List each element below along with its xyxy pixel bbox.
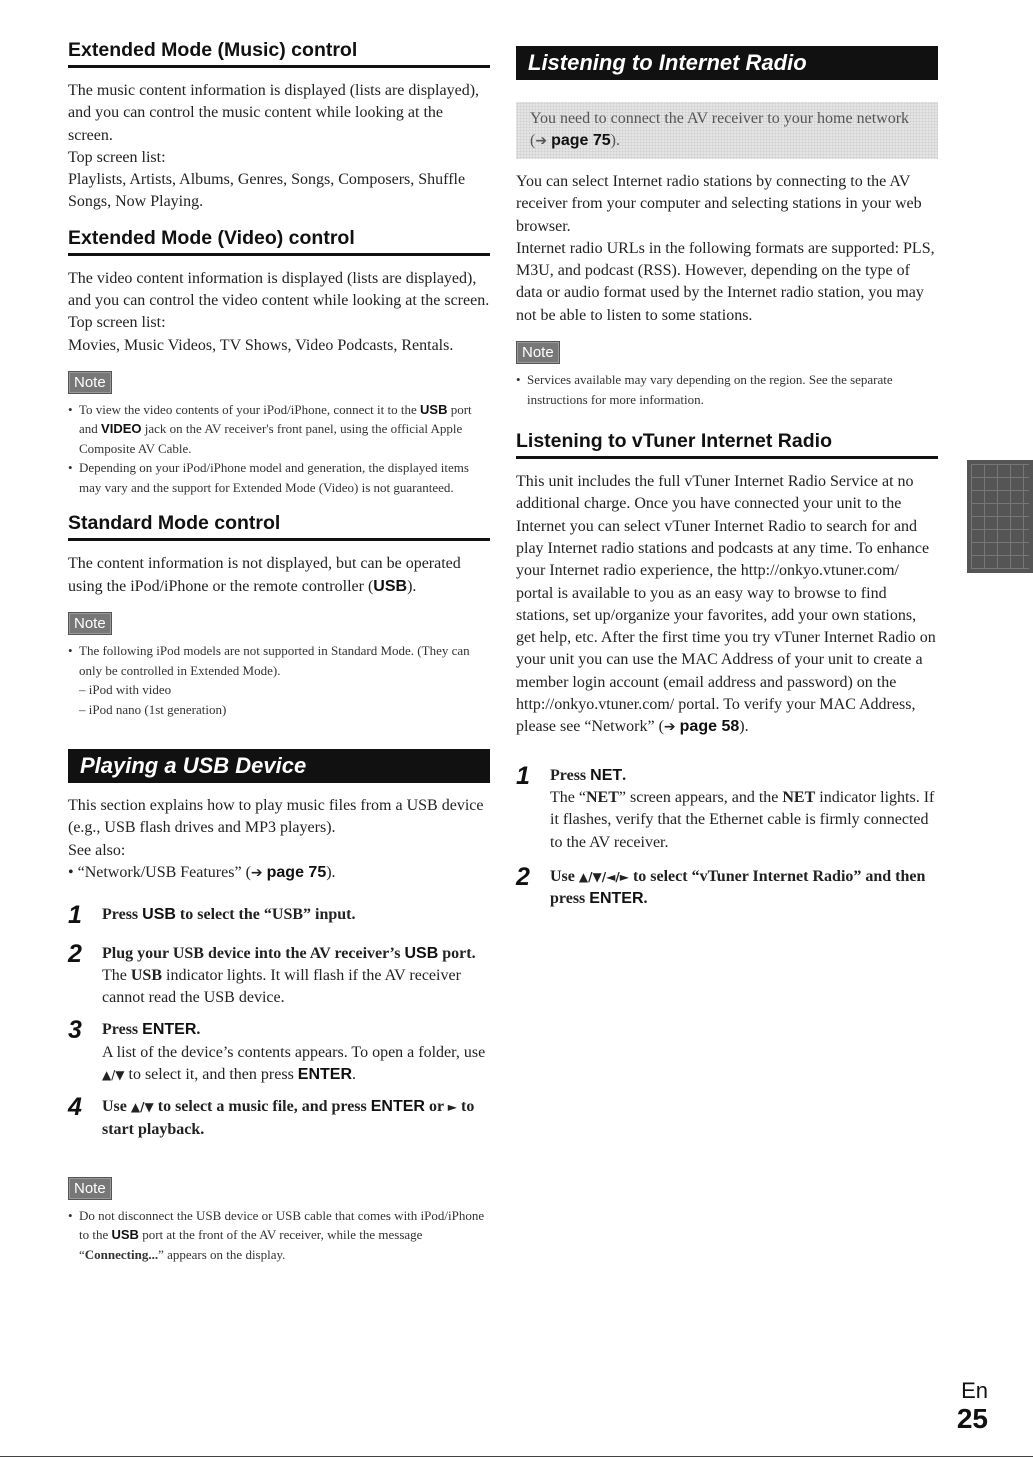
arrow-right-icon: ➔ (250, 864, 263, 881)
note-item: • Depending on your iPod/iPhone model and generation, the displayed items may vary and the support for Extended Mode (Video) is not guaranteed. (68, 458, 490, 497)
page-number: 25 (956, 1403, 988, 1434)
page-link: page 75 (551, 132, 611, 149)
page-link: page 58 (679, 718, 740, 736)
video-notes (68, 400, 490, 498)
language-code: En (961, 1378, 988, 1403)
standard-notes (68, 641, 490, 719)
usb-notes (68, 1206, 490, 1265)
note-badge: Note (68, 371, 112, 394)
section-heading-standard: Standard Mode control (68, 511, 490, 541)
note-item: • Do not disconnect the USB device or USB cable that comes with iPod/iPhone to the USB port at the front of the AV receiver, while the message “Connecting...” appears on the display. (68, 1206, 490, 1265)
video-top-list: Movies, Music Videos, TV Shows, Video Podcasts, Rentals. (68, 336, 454, 354)
music-top-list: Playlists, Artists, Albums, Genres, Songs, Composers, Shuffle Songs, Now Playing. (68, 171, 466, 211)
see-also-item: • “Network/USB Features” (➔ page 75). (68, 863, 336, 881)
arrow-right-icon: ➔ (535, 133, 548, 149)
usb-step-3: 3 Press ENTER. A list of the device’s contents appears. To open a folder, use ▲/▼ to select it, and then press ENTER. (68, 1016, 486, 1084)
music-para: The music content information is displayed (lists are displayed), and you can control the music content while looking at the screen. (68, 82, 480, 144)
vtuner-para: This unit includes the full vTuner Internet Radio Service at no additional charge. Once you have connected your unit to the Internet you can select vTuner Internet Radio to search for and play Internet radio stations and podcasts at any time. To enhance your Internet radio experience, the http://onkyo.vtuner.com/ portal is available to you as an easy way to browse to find stations, set up/organize your favorites, add your own stations, get help, etc. After the first time you try vTuner Internet Radio on your unit you can use the MAC Address of your unit to create a member login account (email address and password) on the http://onkyo.vtuner.com/ portal. To verify your MAC Address, please see “Network” (➔ page 58). (516, 473, 936, 736)
vtuner-step-1: 1 Press NET. The “NET” screen appears, and the NET indicator lights. If it flashes, verify that the Ethernet cable is firmly connected to the AV receiver. (516, 761, 935, 851)
left-column (68, 38, 490, 1264)
radio-notes (516, 370, 938, 409)
note-item: • The following iPod models are not supported in Standard Mode. (They can only be controlled in Extended Mode). (68, 641, 490, 680)
up-down-arrows-icon: ▲/▼ (102, 1068, 125, 1083)
arrow-right-icon: ➔ (663, 719, 676, 736)
usb-step-2: 2 Plug your USB device into the AV receiver’s USB port. The USB indicator lights. It will flash if the AV receiver cannot read the USB device. (68, 939, 476, 1007)
radio-formats-para: Internet radio URLs in the following formats are supported: PLS, M3U, and podcast (RSS). However, depending on the type of data or audio format used by the Internet radio station, you may not be able to listen to some stations. (516, 239, 935, 324)
note-subitem: – iPod with video (79, 682, 172, 698)
note-item: • To view the video contents of your iPod/iPhone, connect it to the USB port and VIDEO jack on the AV receiver's front panel, using the official Apple Composite AV Cable. (68, 400, 490, 459)
music-top-list-label: Top screen list: (68, 148, 166, 166)
video-top-list-label: Top screen list: (68, 314, 166, 332)
play-icon: ► (447, 1100, 458, 1115)
standard-para: The content information is not displayed, but can be operated using the iPod/iPhone or the remote controller (USB). (68, 555, 461, 595)
section-banner-internet-radio: Listening to Internet Radio (516, 46, 938, 80)
page-link: page 75 (266, 863, 327, 881)
section-heading-vtuner: Listening to vTuner Internet Radio (516, 429, 938, 459)
page-footer (957, 1378, 988, 1434)
usb-step-4: 4 Use ▲/▼ to select a music file, and press ENTER or ► to start playback. (68, 1093, 475, 1138)
note-subitem: – iPod nano (1st generation) (79, 701, 227, 717)
video-para: The video content information is displayed (lists are displayed), and you can control the video content while looking at the screen. (68, 269, 490, 310)
usb-step-1: 1 Press USB to select the “USB” input. (68, 901, 356, 930)
up-down-arrows-icon: ▲/▼ (130, 1100, 154, 1115)
usb-para: This section explains how to play music files from a USB device (e.g., USB flash drives and MP3 players). (68, 797, 484, 837)
right-column (516, 46, 938, 910)
see-also-label: See also: (68, 841, 126, 859)
section-banner-usb: Playing a USB Device (68, 749, 490, 783)
vtuner-step-2: 2 Use ▲/▼/◄/► to select “vTuner Internet Radio” and then press ENTER. (516, 862, 926, 908)
chapter-tab-marker (967, 460, 1033, 573)
note-badge: Note (68, 1177, 112, 1200)
note-badge: Note (516, 341, 560, 364)
prerequisite-box: You need to connect the AV receiver to your home network (➔ page 75). (516, 102, 938, 159)
radio-para: You can select Internet radio stations by connecting to the AV receiver from your computer and selecting stations in your web browser. (516, 173, 922, 235)
section-heading-music: Extended Mode (Music) control (68, 38, 490, 68)
arrow-keys-icon: ▲/▼/◄/► (578, 869, 629, 884)
section-heading-video: Extended Mode (Video) control (68, 226, 490, 256)
bottom-rule (0, 1456, 1033, 1457)
note-item: • Services available may vary depending on the region. See the separate instructions for more information. (516, 370, 938, 409)
note-badge: Note (68, 612, 112, 635)
